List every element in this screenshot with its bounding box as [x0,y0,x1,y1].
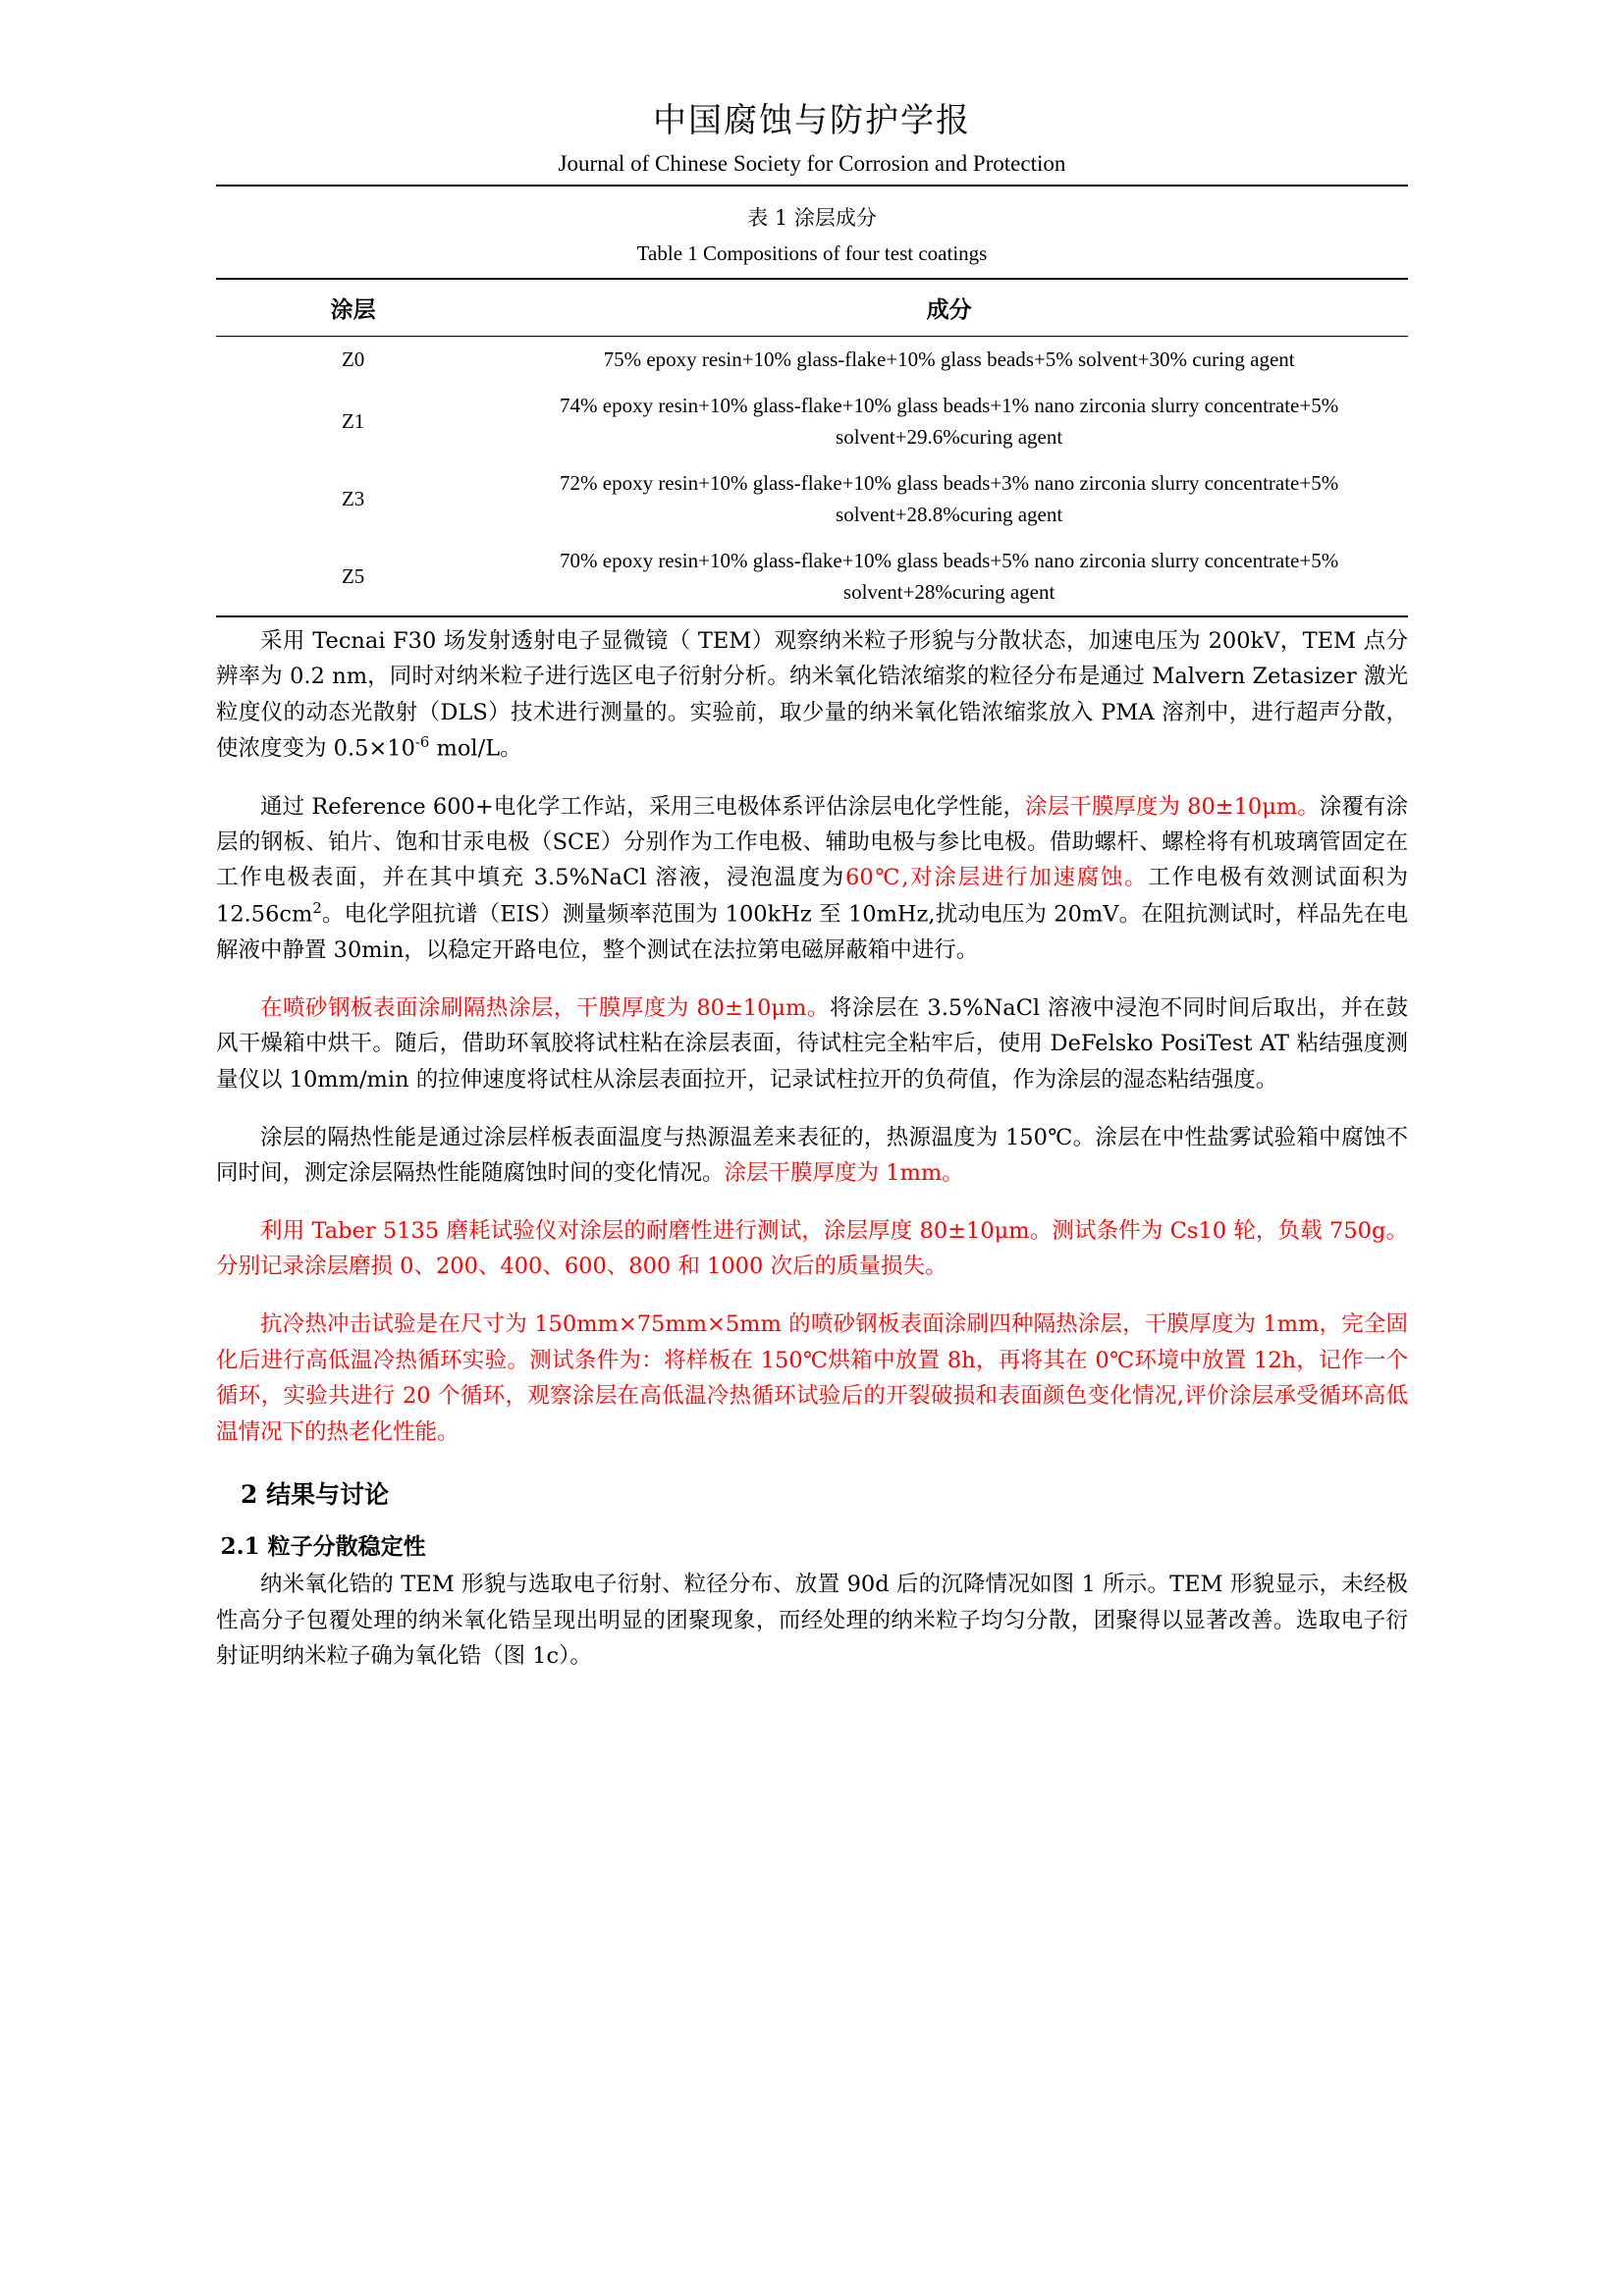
para1-exponent: -6 [414,733,430,752]
cell-composition: 74% epoxy resin+10% glass-flake+10% glass beads+1% nano zirconia slurry concentrate+5% solvent+29.6%curing agent [560,393,1339,450]
journal-title-en: Journal of Chinese Society for Corrosion and Protection [558,151,1066,176]
paragraph-electrochemical-method [216,789,1408,969]
paragraph-adhesion-method [216,990,1408,1097]
para2-part-c: 工作电极有效测试面积为 12.56cm [216,865,1408,928]
header-divider [216,185,1408,187]
para4-highlight: 涂层干膜厚度为 1mm。 [724,1160,964,1187]
para2-part-b: 涂覆有涂层的钢板、铂片、饱和甘汞电极（SCE）分别作为工作电极、辅助电极与参比电极。借助螺杆、螺栓将有机玻璃管固定在工作电极表面，并在其中填充 3.5%NaCl 溶液，浸泡温度为 [216,793,1408,891]
table-caption-cn: 表 1 涂层成分 [747,206,877,230]
paragraph-abrasion-method: 利用 Taber 5135 磨耗试验仪对涂层的耐磨性进行测试，涂层厚度 80±10μm。测试条件为 Cs10 轮，负载 750g。分别记录涂层磨损 0、200、400、600、800 和 1000 次后的质量损失。 [216,1217,1408,1280]
paragraph-tem-method [216,623,1408,767]
para2-part-a: 通过 Reference 600+电化学工作站，采用三电极体系评估涂层电化学性能， [260,793,1026,820]
para1-part-a: 采用 Tecnai F30 场发射透射电子显微镜（ TEM）观察纳米粒子形貌与分散状态，加速电压为 200kV，TEM 点分辨率为 0.2 nm，同时对纳米粒子进行选区电子衍射分析。纳米氧化锆浓缩浆的粒径分布是通过 Malvern Zetasizer 激光粒度仪的动态光散射（DLS）技术进行测量的。实验前，取少量的纳米氧化锆浓缩浆放入 PMA 溶剂中，进行超声分散，使浓度变为 0.5×10 [216,627,1408,762]
cell-coating: Z1 [341,408,365,433]
journal-header [216,0,1408,177]
cell-coating: Z3 [341,486,365,510]
table-body [216,337,1408,616]
cell-composition: 70% epoxy resin+10% glass-flake+10% glass beads+5% nano zirconia slurry concentrate+5% solvent+28%curing agent [560,548,1339,605]
para3-highlight: 在喷砂钢板表面涂刷隔热涂层，干膜厚度为 80±10μm。 [260,994,830,1021]
subsection-heading-dispersion: 2.1 粒子分散稳定性 [220,1533,426,1561]
table-row [216,460,1408,538]
table-row [216,538,1408,616]
table-row [216,337,1408,383]
table-caption-en: Table 1 Compositions of four test coatings [636,241,988,265]
table-head [216,279,1408,337]
paragraph-tem-results: 纳米氧化锆的 TEM 形貌与选取电子衍射、粒径分布、放置 90d 后的沉降情况如图 1 所示。TEM 形貌显示，未经极性高分子包覆处理的纳米氧化锆呈现出明显的团聚现象，而经处理的纳米粒子均匀分散，团聚得以显著改善。选取电子衍射证明纳米粒子确为氧化锆（图 1c）。 [216,1572,1408,1669]
compositions-table [216,278,1408,617]
para4-part-a: 涂层的隔热性能是通过涂层样板表面温度与热源温差来表征的，热源温度为 150℃。涂层在中性盐雾试验箱中腐蚀不同时间，测定涂层隔热性能随腐蚀时间的变化情况。 [216,1124,1408,1187]
column-header-coating: 涂层 [330,296,376,323]
section-heading-results: 2 结果与讨论 [241,1480,390,1510]
para1-part-b: mol/L。 [429,735,522,762]
para2-highlight-thickness: 涂层干膜厚度为 80±10μm。 [1025,793,1320,820]
table-row [216,383,1408,460]
journal-title-cn: 中国腐蚀与防护学报 [653,101,971,140]
para2-part-d: 。电化学阻抗谱（EIS）测量频率范围为 100kHz 至 10mHz,扰动电压为 20mV。在阻抗测试时，样品先在电解液中静置 30min，以稳定开路电位，整个测试在法拉第电磁屏蔽箱中进行。 [216,901,1408,963]
cell-coating: Z5 [341,563,365,588]
table-header-row [216,279,1408,337]
cell-composition: 75% epoxy resin+10% glass-flake+10% glass beads+5% solvent+30% curing agent [603,347,1295,371]
para3-part-b: 将涂层在 3.5%NaCl 溶液中浸泡不同时间后取出，并在鼓风干燥箱中烘干。随后，借助环氧胶将试柱粘在涂层表面，待试柱完全粘牢后，使用 DeFelsko PosiTest AT 粘结强度测量仪以 10mm/min 的拉伸速度将试柱从涂层表面拉开，记录试柱拉开的负荷值，作为涂层的湿态粘结强度。 [216,994,1408,1093]
paragraph-thermal-shock-method: 抗冷热冲击试验是在尺寸为 150mm×75mm×5mm 的喷砂钢板表面涂刷四种隔热涂层，干膜厚度为 1mm，完全固化后进行高低温冷热循环实验。测试条件为：将样板在 150℃烘箱中放置 8h，再将其在 0℃环境中放置 12h，记作一个循环，实验共进行 20 个循环，观察涂层在高低温冷热循环试验后的开裂破损和表面颜色变化情况,评价涂层承受循环高低温情况下的热老化性能。 [216,1311,1408,1445]
column-header-composition: 成分 [926,296,972,323]
paragraph-insulation-method [216,1120,1408,1192]
para2-exponent: 2 [312,898,322,917]
para2-highlight-temperature: 60℃,对涂层进行加速腐蚀。 [845,865,1149,891]
cell-coating: Z0 [341,347,365,371]
cell-composition: 72% epoxy resin+10% glass-flake+10% glass beads+3% nano zirconia slurry concentrate+5% solvent+28.8%curing agent [560,470,1339,527]
